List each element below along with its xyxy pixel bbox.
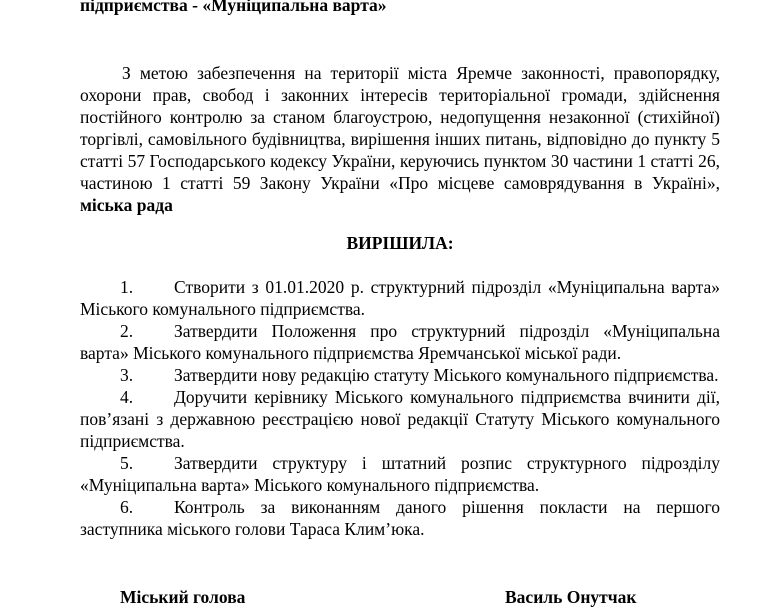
preamble-paragraph [80,62,720,216]
list-item [80,320,720,364]
preamble-bold-text: міська рада [80,195,173,215]
document-heading: підприємства - «Муніципальна варта» [80,0,387,15]
item-number: 4. [120,387,134,407]
item-number: 5. [120,453,134,473]
item-number: 3. [120,365,134,385]
signature-title: Міський голова [120,587,246,607]
item-number: 6. [120,497,134,517]
list-item [80,452,720,496]
item-text: Затвердити нову редакцію статуту Міського комунального підприємства. [174,365,719,385]
item-number: 2. [120,321,134,341]
list-item [80,496,720,540]
item-text: Затвердити структуру і штатний розпис структурного підрозділу «Муніципальна варта» Міського комунального підприємства. [80,453,720,495]
list-item [80,386,720,452]
item-number: 1. [120,277,134,297]
list-item [80,276,720,320]
item-text: Затвердити Положення про структурний підрозділ «Муніципальна варта» Міського комунального підприємства Яремчанської міської ради. [80,321,720,363]
preamble-text: З метою забезпечення на території міста Яремче законності, правопорядку, охорони прав, свобод і законних інтересів територіальної громади, здійснення постійного контролю за станом благоустрою, недопущення незаконної (стихійної) торгівлі, самовільного будівництва, вирішення інших питань, відповідно до пункту 5 статті 57 Господарського кодексу України, керуючись пунктом 30 частини 1 статті 26, частиною 1 статті 59 Закону України «Про місцеве самоврядування в Україні», [80,63,720,193]
decision-items-list [80,276,720,540]
signature-name: Василь Онутчак [505,587,637,607]
item-text: Доручити керівнику Міського комунального підприємства вчинити дії, пов’язані з державною реєстрацією нової редакції Статуту Міського комунального підприємства. [80,387,720,451]
list-item [80,364,720,386]
item-text: Створити з 01.01.2020 р. структурний підрозділ «Муніципальна варта» Міського комунального підприємства. [80,277,720,319]
item-text: Контроль за виконанням даного рішення покласти на першого заступника міського голови Тараса Клим’юка. [80,497,720,539]
decision-heading: ВИРІШИЛА: [346,233,454,253]
